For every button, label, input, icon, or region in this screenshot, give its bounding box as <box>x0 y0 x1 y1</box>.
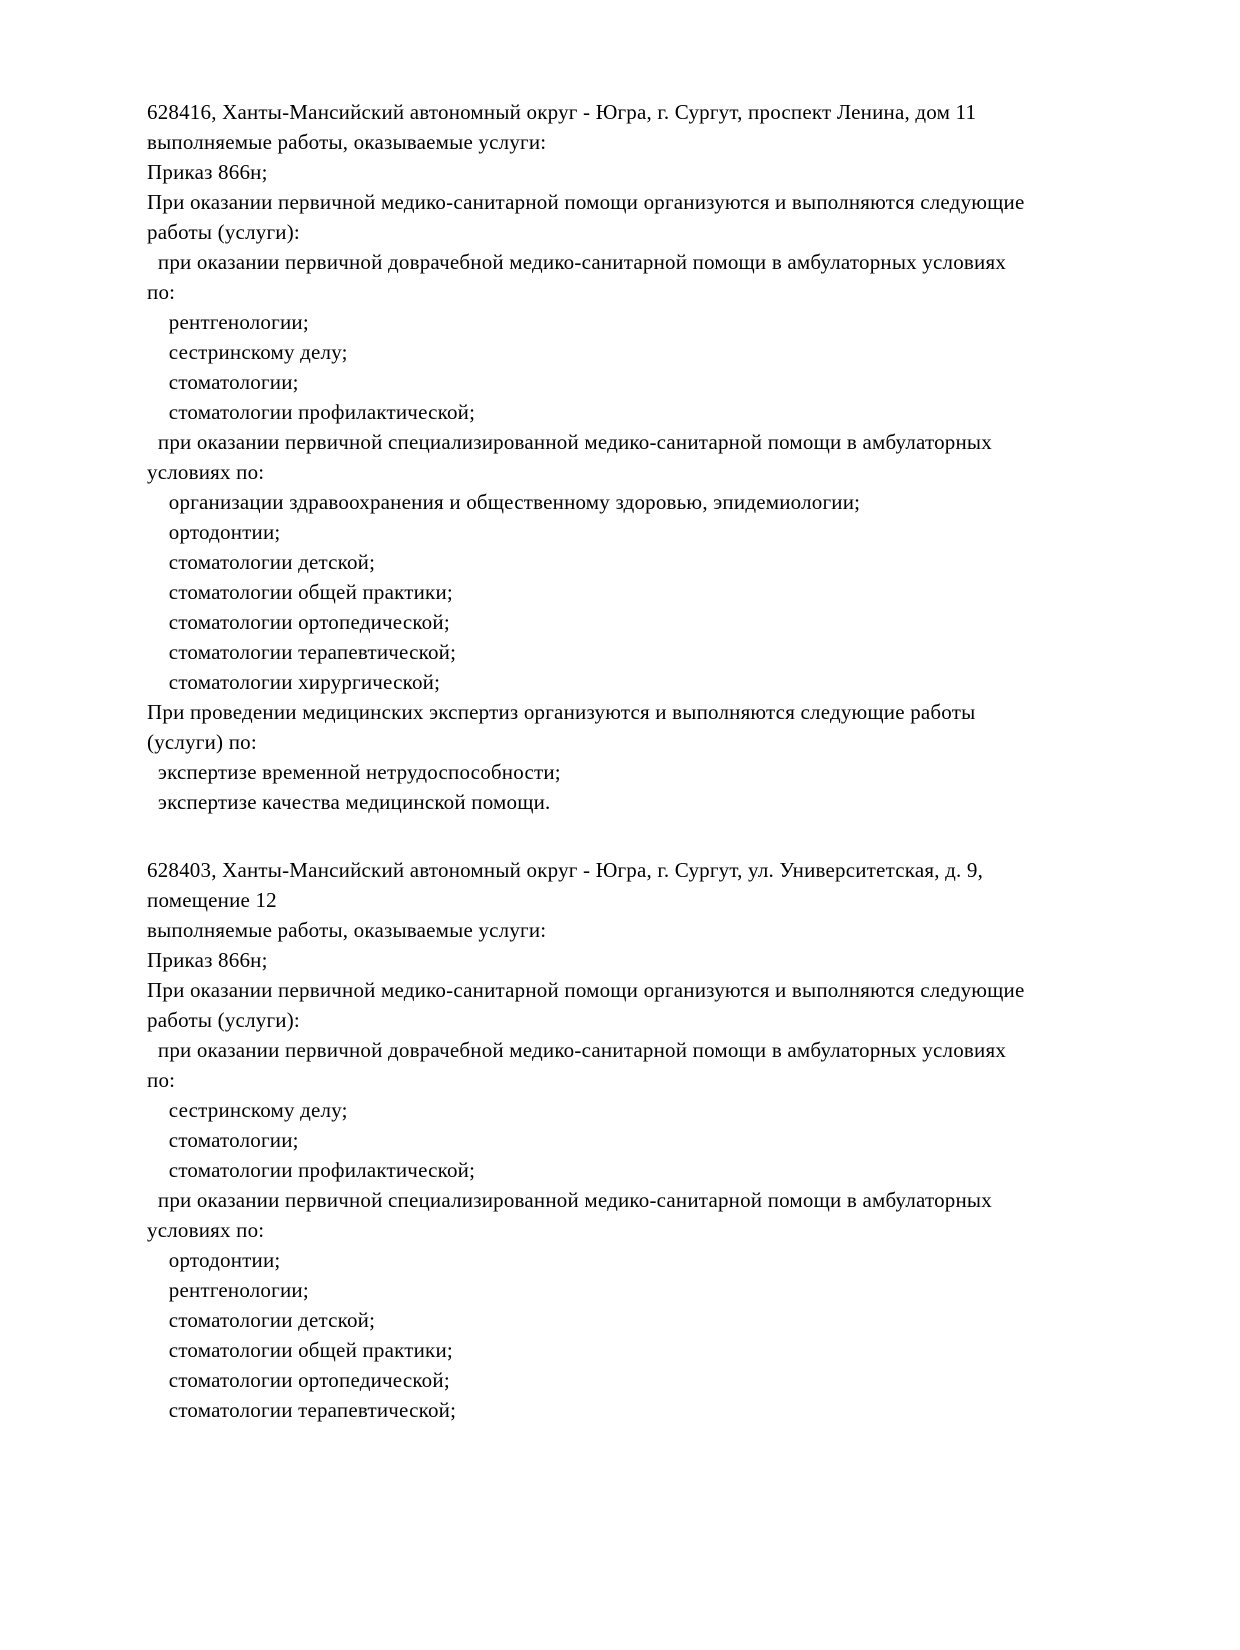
text-line: При оказании первичной медико-санитарной помощи организуются и выполняются следующие <box>147 978 1025 1002</box>
text-line: условиях по: <box>147 1218 265 1242</box>
text-line: 628403, Ханты-Мансийский автономный округ - Югра, г. Сургут, ул. Университетская, д. 9, <box>147 858 984 882</box>
text-line: условиях по: <box>147 460 265 484</box>
text-line: стоматологии ортопедической; <box>147 610 450 634</box>
text-line: экспертизе качества медицинской помощи. <box>147 790 551 814</box>
text-line: ортодонтии; <box>147 1248 281 1272</box>
text-line: сестринскому делу; <box>147 340 348 364</box>
text-line: по: <box>147 280 176 304</box>
text-line: ортодонтии; <box>147 520 281 544</box>
text-line: стоматологии; <box>147 1128 299 1152</box>
text-line: стоматологии терапевтической; <box>147 1398 457 1422</box>
text-line: Приказ 866н; <box>147 160 268 184</box>
text-line: работы (услуги): <box>147 220 300 244</box>
text-line: стоматологии ортопедической; <box>147 1368 450 1392</box>
text-line: при оказании первичной доврачебной медико-санитарной помощи в амбулаторных условиях <box>147 1038 1007 1062</box>
text-line: выполняемые работы, оказываемые услуги: <box>147 918 547 942</box>
text-line: выполняемые работы, оказываемые услуги: <box>147 130 547 154</box>
text-line: стоматологии профилактической; <box>147 400 476 424</box>
text-line: При оказании первичной медико-санитарной помощи организуются и выполняются следующие <box>147 190 1025 214</box>
text-line: работы (услуги): <box>147 1008 300 1032</box>
text-line: сестринскому делу; <box>147 1098 348 1122</box>
text-line: стоматологии хирургической; <box>147 670 441 694</box>
license-services-text <box>147 97 1157 1425</box>
text-line: стоматологии детской; <box>147 1308 376 1332</box>
text-line: При проведении медицинских экспертиз организуются и выполняются следующие работы <box>147 700 976 724</box>
location-block-lenina-11 <box>147 97 1157 817</box>
text-line: стоматологии терапевтической; <box>147 640 457 664</box>
text-line: стоматологии детской; <box>147 550 376 574</box>
text-line: стоматологии общей практики; <box>147 1338 453 1362</box>
text-line: стоматологии профилактической; <box>147 1158 476 1182</box>
text-line: помещение 12 <box>147 888 277 912</box>
text-line: организации здравоохранения и общественному здоровью, эпидемиологии; <box>147 490 861 514</box>
location-block-universitetskaya-9 <box>147 855 1157 1425</box>
text-line: при оказании первичной доврачебной медико-санитарной помощи в амбулаторных условиях <box>147 250 1007 274</box>
text-line: 628416, Ханты-Мансийский автономный округ - Югра, г. Сургут, проспект Ленина, дом 11 <box>147 100 977 124</box>
text-line: стоматологии общей практики; <box>147 580 453 604</box>
text-line: по: <box>147 1068 176 1092</box>
text-line: рентгенологии; <box>147 310 309 334</box>
text-line: экспертизе временной нетрудоспособности; <box>147 760 561 784</box>
text-line: при оказании первичной специализированной медико-санитарной помощи в амбулаторных <box>147 1188 992 1212</box>
text-line: рентгенологии; <box>147 1278 309 1302</box>
text-line: Приказ 866н; <box>147 948 268 972</box>
text-line: при оказании первичной специализированной медико-санитарной помощи в амбулаторных <box>147 430 992 454</box>
text-line: (услуги) по: <box>147 730 257 754</box>
text-line: стоматологии; <box>147 370 299 394</box>
